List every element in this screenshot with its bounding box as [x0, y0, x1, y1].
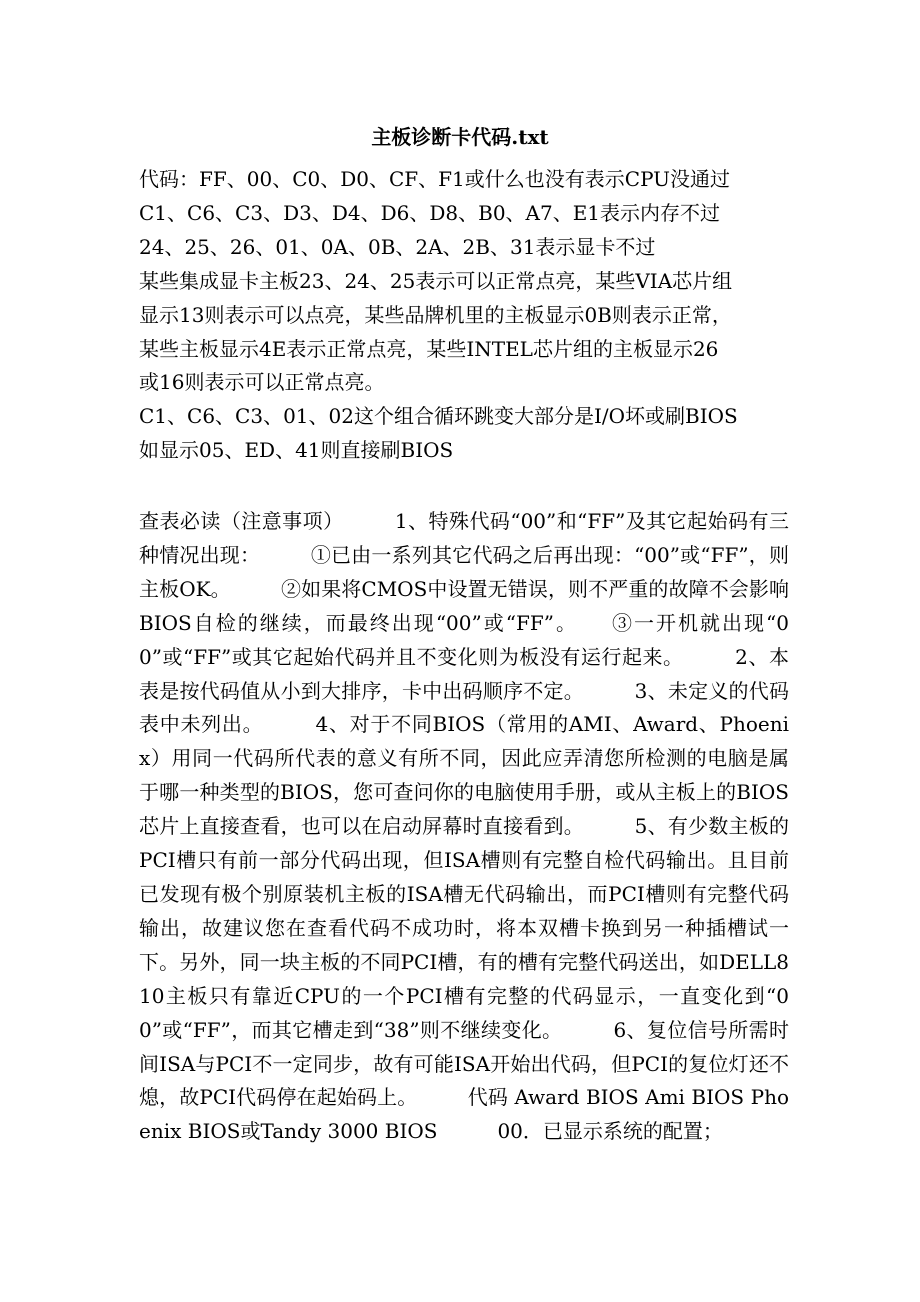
code-line: 显示13则表示可以点亮，某些品牌机里的主板显示0B则表示正常，	[139, 302, 732, 327]
code-line: 某些集成显卡主板23、24、25表示可以正常点亮，某些VIA芯片组	[139, 268, 733, 293]
code-line: 或16则表示可以正常点亮。	[139, 370, 385, 395]
code-line: C1、C6、C3、01、02这个组合循环跳变大部分是I/O坏或刷BIOS	[139, 404, 738, 429]
code-line: 代码：FF、00、C0、D0、CF、F1或什么也没有表示CPU没通过	[139, 167, 731, 191]
document-title: 主板诊断卡代码.txt	[371, 125, 549, 149]
code-line: 24、25、26、01、0A、0B、2A、2B、31表示显卡不过	[139, 234, 656, 259]
code-line: 某些主板显示4E表示正常点亮，某些INTEL芯片组的主板显示26	[139, 336, 719, 361]
notes-paragraph: 查表必读（注意事项） 1、特殊代码“00”和“FF”及其它起始码有三种情况出现： ①已由一系列其它代码之后再出现：“00”或“FF”，则主板OK。 ②如果将CMOS中设置无错误，则不严重的故障不会影响BIOS自检的继续，而最终出现“00”或“FF”。 ③一开机就出现“00”或“FF”或其它起始代码并且不变化则为板没有运行起来。 2、本表是按代码值从小到大排序，卡中出码顺序不定。 3、未定义的代码表中未列出。 4、对于不同BIOS（常用的AMI、Award、Phoenix）用同一代码所代表的意义有所不同，因此应弄清您所检测的电脑是属于哪一种类型的BIOS，您可查问你的电脑使用手册，或从主板上的BIOS芯片上直接查看，也可以在启动屏幕时直接看到。 5、有少数主板的PCI槽只有前一部分代码出现，但ISA槽则有完整自检代码输出。且目前已发现有极个别原装机主板的ISA槽无代码输出，而PCI槽则有完整代码输出，故建议您在查看代码不成功时，将本双槽卡换到另一种插槽试一下。另外，同一块主板的不同PCI槽，有的槽有完整代码送出，如DELL810主板只有靠近CPU的一个PCI槽有完整的代码显示，一直变化到“00”或“FF”，而其它槽走到“38”则不继续变化。 6、复位信号所需时间ISA与PCI不一定同步，故有可能ISA开始出代码，但PCI的复位灯还不熄，故PCI代码停在起始码上。 代码 Award BIOS Ami BIOS Phoenix BIOS或Tandy 3000 BIOS 00．已显示系统的配置；	[139, 509, 789, 1144]
code-summary-block	[139, 163, 789, 468]
code-line: 如显示05、ED、41则直接刷BIOS	[139, 438, 454, 463]
code-line: C1、C6、C3、D3、D4、D6、D8、B0、A7、E1表示内存不过	[139, 200, 721, 225]
